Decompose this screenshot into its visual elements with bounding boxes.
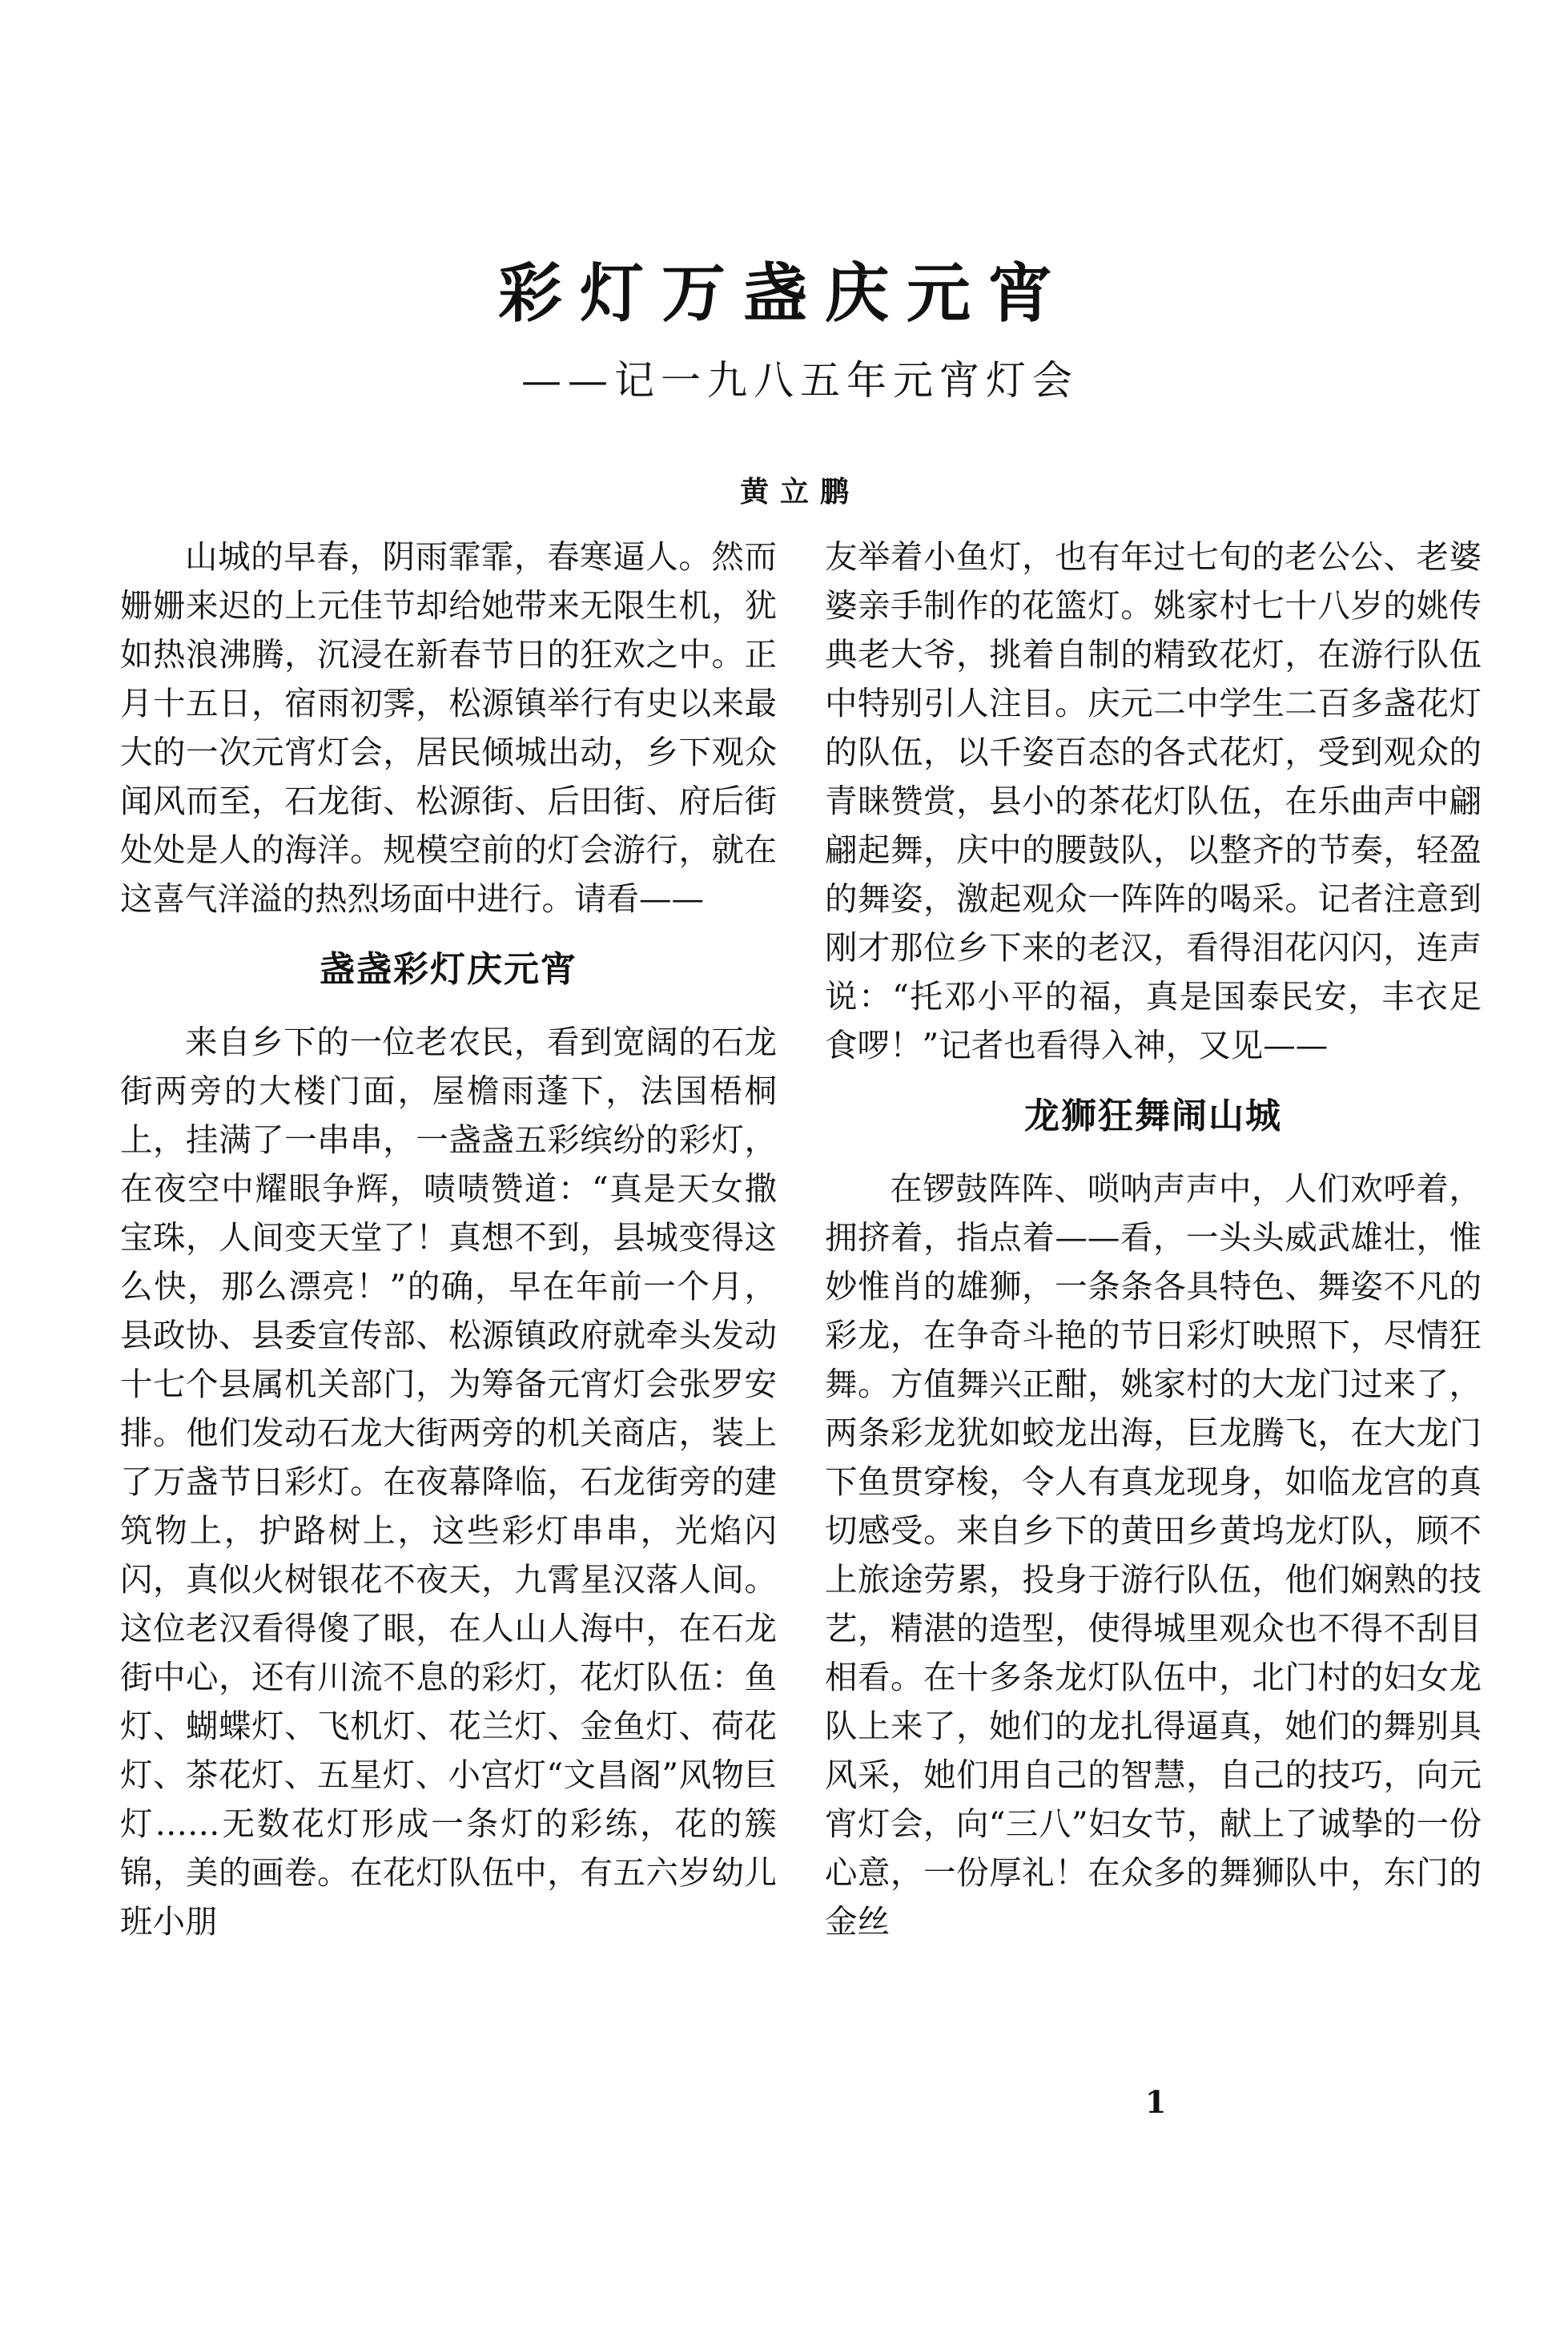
author-byline: 黄立鹏: [739, 476, 860, 509]
dragon-lion-paragraph: 在锣鼓阵阵、唢呐声声中，人们欢呼着，拥挤着，指点着——看，一头头威武雄壮，惟妙惟肖的雄狮，一条条各具特色、舞姿不凡的彩龙，在争奇斗艳的节日彩灯映照下，尽情狂舞。方值舞兴正酣，姚家村的大龙门过来了，两条彩龙犹如蛟龙出海，巨龙腾飞，在大龙门下鱼贯穿梭，令人有真龙现身，如临龙宫的真切感受。来自乡下的黄田乡黄坞龙灯队，顾不上旅途劳累，投身于游行队伍，他们娴熟的技艺，精湛的造型，使得城里观众也不得不刮目相看。在十多条龙灯队伍中，北门村的妇女龙队上来了，她们的龙扎得逼真，她们的舞别具风采，她们用自己的智慧，自己的技巧，向元宵灯会，向“三八”妇女节，献上了诚挚的一份心意，一份厚礼！在众多的舞狮队中，东门的金丝: [825, 1169, 1482, 1941]
section-heading-lanterns: 盏盏彩灯庆元宵: [320, 949, 577, 990]
section-heading-dragon-lion: 龙狮狂舞闹山城: [1024, 1096, 1282, 1136]
left-column: [120, 533, 777, 1946]
article-subtitle: ——记一九八五年元宵灯会: [521, 357, 1079, 404]
article-title: 彩灯万盏庆元宵: [498, 255, 1070, 331]
continued-paragraph: 友举着小鱼灯，也有年过七旬的老公公、老婆婆亲手制作的花篮灯。姚家村七十八岁的姚传典老大爷，挑着自制的精致花灯，在游行队伍中特别引人注目。庆元二中学生二百多盏花灯的队伍，以千姿百态的各式花灯，受到观众的青睐赞赏，县小的茶花灯队伍，在乐曲声中翩翩起舞，庆中的腰鼓队，以整齐的节奏，轻盈的舞姿，激起观众一阵阵的喝采。记者注意到刚才那位乡下来的老汉，看得泪花闪闪，连声说：“托邓小平的福，真是国泰民安，丰衣足食啰！”记者也看得入神，又见——: [825, 537, 1482, 1064]
right-column: [825, 533, 1482, 1946]
intro-paragraph: 山城的早春，阴雨霏霏，春寒逼人。然而姗姗来迟的上元佳节却给她带来无限生机，犹如热浪沸腾，沉浸在新春节日的狂欢之中。正月十五日，宿雨初霁，松源镇举行有史以来最大的一次元宵灯会，居民倾城出动，乡下观众闻风而至，石龙街、松源街、后田街、府后街处处是人的海洋。规模空前的灯会游行，就在这喜气洋溢的热烈场面中进行。请看——: [120, 537, 777, 918]
page-number: 1: [1145, 2084, 1167, 2120]
lanterns-paragraph: 来自乡下的一位老农民，看到宽阔的石龙街两旁的大楼门面，屋檐雨蓬下，法国梧桐上，挂满了一串串，一盏盏五彩缤纷的彩灯，在夜空中耀眼争辉，啧啧赞道：“真是天女撒宝珠，人间变天堂了！真想不到，县城变得这么快，那么漂亮！”的确，早在年前一个月，县政协、县委宣传部、松源镇政府就牵头发动十七个县属机关部门，为筹备元宵灯会张罗安排。他们发动石龙大街两旁的机关商店，装上了万盏节日彩灯。在夜幕降临，石龙街旁的建筑物上，护路树上，这些彩灯串串，光焰闪闪，真似火树银花不夜天，九霄星汉落人间。这位老汉看得傻了眼，在人山人海中，在石龙街中心，还有川流不息的彩灯，花灯队伍：鱼灯、蝴蝶灯、飞机灯、花兰灯、金鱼灯、荷花灯、茶花灯、五星灯、小宫灯“文昌阁”风物巨灯……无数花灯形成一条灯的彩练，花的簇锦，美的画卷。在花灯队伍中，有五六岁幼儿班小朋: [120, 1023, 777, 1941]
